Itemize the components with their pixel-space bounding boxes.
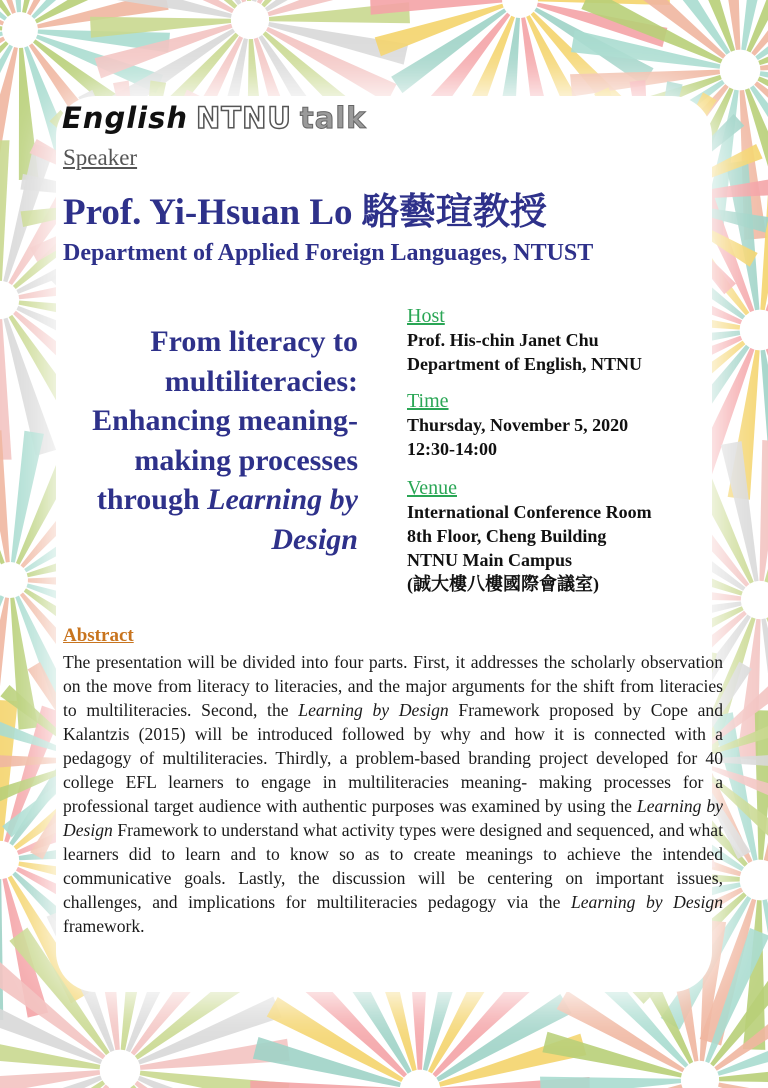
talk-title-line: From literacy to — [150, 325, 358, 358]
petal-center — [103, 1053, 137, 1087]
petal-center — [743, 863, 768, 897]
speaker-label: Speaker — [63, 145, 138, 170]
venue-campus: NTNU Main Campus — [407, 550, 573, 570]
talk-title-line: Design — [271, 522, 358, 556]
petal-center — [0, 284, 16, 316]
petal-center — [403, 1073, 437, 1088]
petal — [0, 879, 3, 1020]
logo-ntnu: NTNU — [196, 101, 292, 135]
host-department: Department of English, NTNU — [407, 354, 643, 374]
petal-center — [5, 15, 35, 45]
petal-center — [684, 1064, 716, 1088]
petal-center — [744, 584, 768, 616]
series-logo — [62, 98, 367, 138]
logo-english: English — [62, 101, 189, 135]
speaker-name: Prof. Yi-Hsuan Lo 駱藝瑄教授 — [63, 192, 547, 233]
venue-floor: 8th Floor, Cheng Building — [407, 526, 607, 546]
petal — [0, 8, 2, 31]
host-name: Prof. His-chin Janet Chu — [407, 330, 599, 350]
talk-title-line: multiliteracies: — [164, 364, 358, 398]
abstract-italic: Learning by Design — [298, 700, 449, 720]
talk-title-italic: Learning by — [207, 483, 358, 516]
petal — [759, 440, 768, 581]
abstract-body — [63, 650, 723, 938]
time-hours: 12:30-14:00 — [407, 439, 497, 459]
abstract-text: Framework to understand what activity types were designed and sequenced, and what learners did to learn and to know so as to create meanings to achieve the intended communicative goals. Lastly, the discussion will be centering on important issues, challenges, and implications for multiliteracies pedagogy via the — [63, 820, 723, 912]
petal-center — [723, 53, 757, 87]
logo-talk: talk — [299, 101, 367, 135]
host-section — [407, 304, 642, 376]
time-date: Thursday, November 5, 2020 — [407, 415, 629, 435]
talk-title-text: through — [96, 483, 208, 516]
abstract-text: Framework proposed by Cope and Kalantzis (2015) will be introduced followed by why and how it is connected with a pedagogy of multiliteracies. Thirdly, a problem-based branding project developed for 40 college EFL learners to engage in multiliteracies meaning- making processes for a professional target audience with authentic purposes was examined by using the — [63, 700, 724, 816]
petal-center — [0, 565, 25, 595]
venue-chinese: (誠大樓八樓國際會議室) — [407, 574, 599, 594]
venue-section — [407, 476, 652, 596]
time-section — [407, 389, 628, 461]
abstract-text: The presentation will be divided into four parts. First, it addresses the scholarly observation on the move from literacy to literacies, and the major arguments for the shift from literacies to multiliteracies. Second, the — [63, 652, 723, 720]
speaker-department: Department of Applied Foreign Languages, NTUST — [63, 240, 594, 266]
abstract-italic: Learning by Design — [63, 796, 723, 840]
talk-title-line: Enhancing meaning- — [92, 404, 358, 437]
talk-title — [38, 322, 358, 559]
petal-center — [0, 844, 16, 876]
abstract-italic: Learning by Design — [570, 892, 723, 912]
time-label: Time — [407, 390, 449, 412]
abstract-text: framework. — [63, 916, 145, 936]
talk-title-line: making processes — [134, 443, 358, 477]
host-label: Host — [407, 305, 445, 327]
petal-center — [743, 313, 768, 347]
talk-title-line — [38, 480, 358, 520]
venue-label: Venue — [407, 477, 457, 499]
petal — [718, 1082, 768, 1088]
abstract-label: Abstract — [63, 625, 134, 646]
venue-room: International Conference Room — [407, 502, 652, 522]
petal — [540, 1077, 681, 1088]
petal-center — [505, 0, 535, 15]
petal-center — [234, 4, 266, 36]
